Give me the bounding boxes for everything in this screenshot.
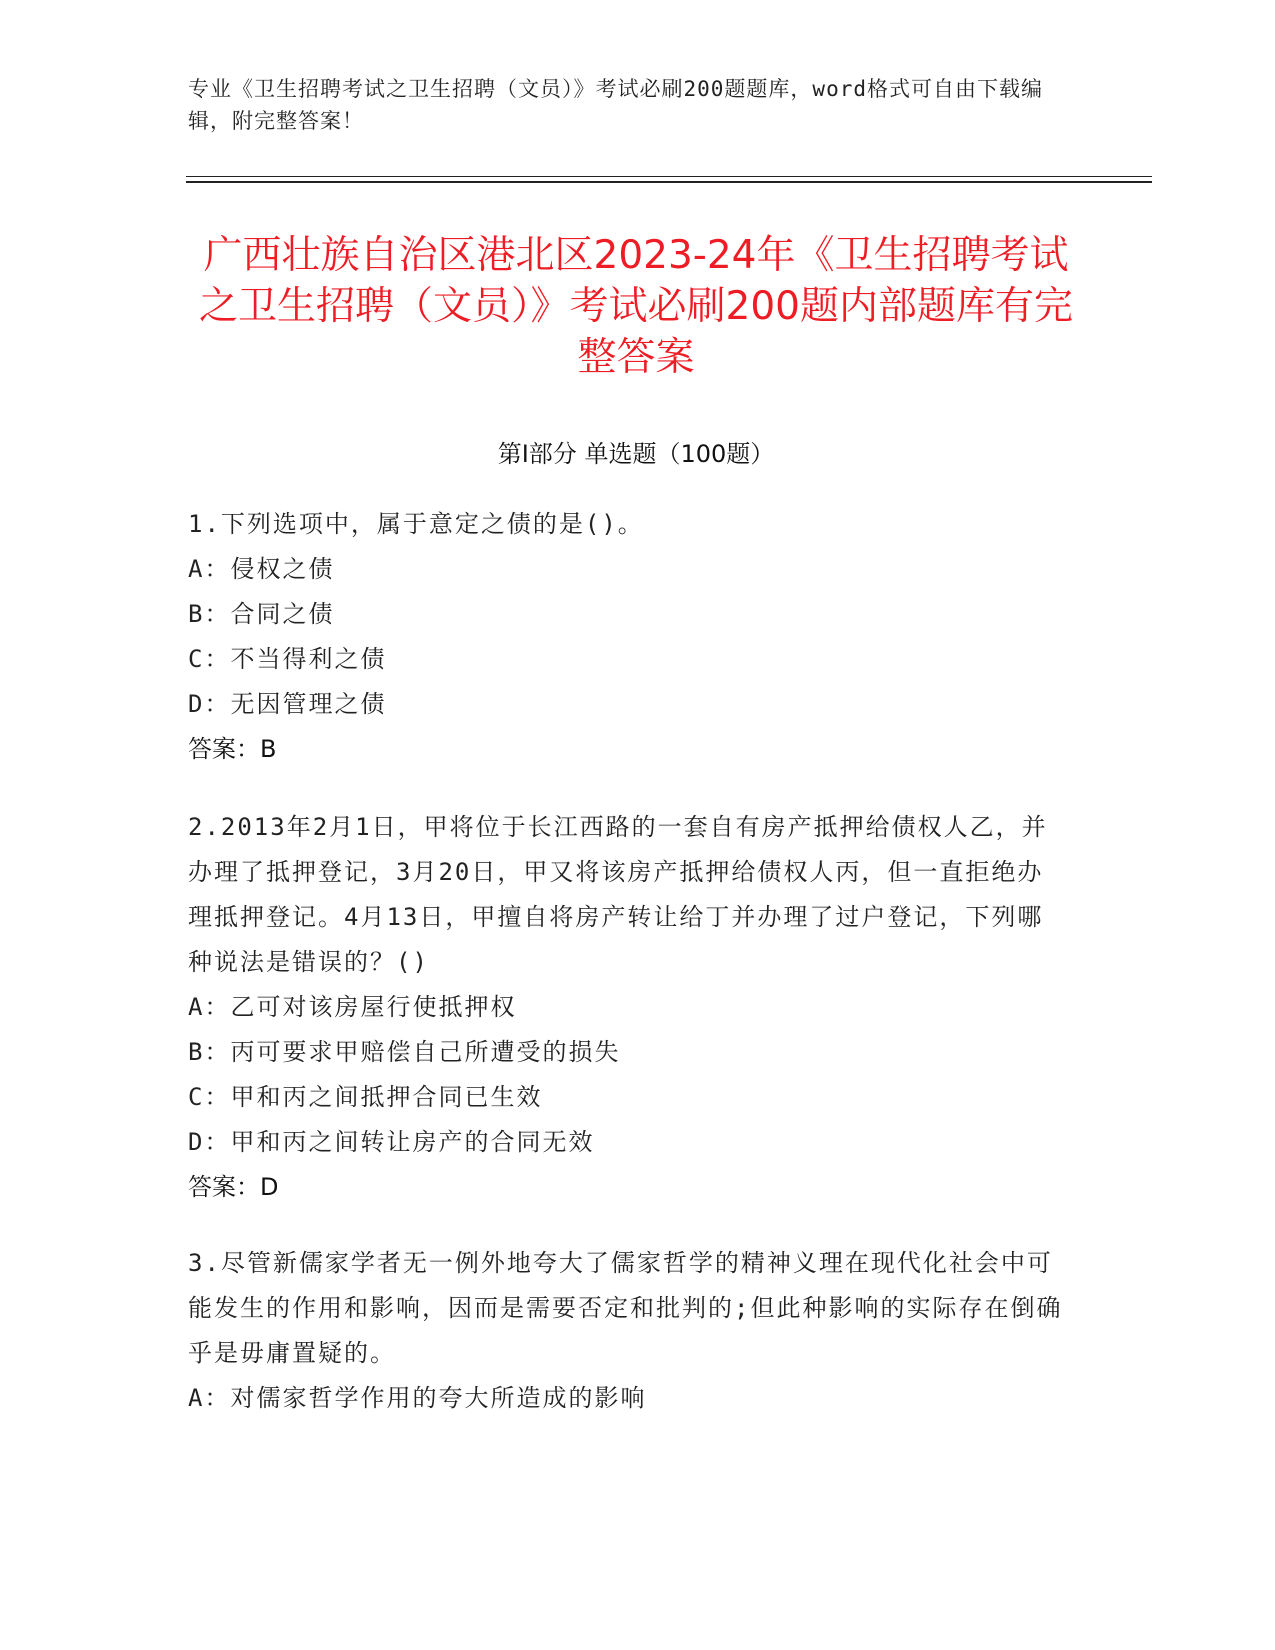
- header-divider-thick: [186, 181, 1152, 183]
- option-b: B：丙可要求甲赔偿自己所遭受的损失: [188, 1038, 621, 1066]
- option-b: B：合同之债: [188, 600, 335, 628]
- question-text: 3.尽管新儒家学者无一例外地夸大了儒家哲学的精神义理在现代化社会中可能发生的作用和影响，因而是需要否定和批判的;但此种影响的实际存在倒确乎是毋庸置疑的。: [188, 1249, 1063, 1367]
- answer: 答案：B: [188, 735, 277, 763]
- section-heading: 第Ⅰ部分 单选题（100题）: [497, 440, 775, 468]
- answer: 答案：D: [188, 1173, 279, 1201]
- option-a: A：对儒家哲学作用的夸大所造成的影响: [188, 1384, 647, 1412]
- option-d: D：无因管理之债: [188, 690, 387, 718]
- option-a: A：侵权之债: [188, 555, 335, 583]
- header-note: 专业《卫生招聘考试之卫生招聘（文员）》考试必刷200题题库，word格式可自由下载编辑，附完整答案！: [188, 77, 1043, 133]
- option-d: D：甲和丙之间转让房产的合同无效: [188, 1128, 595, 1156]
- question-1: [188, 502, 1068, 772]
- question-2: [188, 805, 1068, 1210]
- document-title: 广西壮族自治区港北区2023-24年《卫生招聘考试之卫生招聘（文员）》考试必刷200题内部题库有完整答案: [199, 233, 1073, 380]
- question-text: 1.下列选项中，属于意定之债的是()。: [188, 510, 644, 538]
- option-c: C：甲和丙之间抵押合同已生效: [188, 1083, 543, 1111]
- question-3: [188, 1241, 1068, 1421]
- option-c: C：不当得利之债: [188, 645, 387, 673]
- header-divider-thin: [186, 176, 1152, 177]
- question-text: 2.2013年2月1日，甲将位于长江西路的一套自有房产抵押给债权人乙，并办理了抵押登记，3月20日，甲又将该房产抵押给债权人丙，但一直拒绝办理抵押登记。4月13日，甲擅自将房产转让给丁并办理了过户登记，下列哪种说法是错误的？(): [188, 813, 1048, 976]
- option-a: A：乙可对该房屋行使抵押权: [188, 993, 517, 1021]
